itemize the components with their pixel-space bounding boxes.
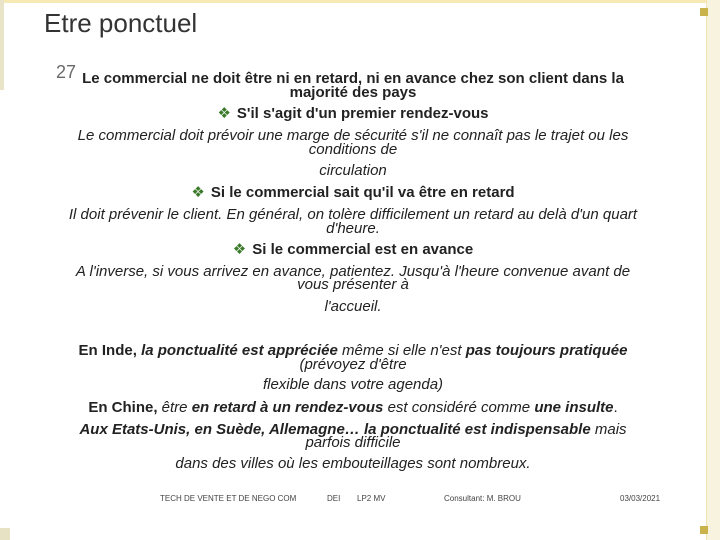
india-line-3: flexible dans votre agenda) (262, 376, 444, 393)
footer-dept: DEI (327, 494, 341, 503)
footer-course: TECH DE VENTE ET DE NEGO COM (160, 494, 297, 503)
usa-line-2: parfois difficile (305, 434, 401, 451)
india-line: En Inde, la ponctualité est appréciée même si elle n'est pas toujours pratiquée (78, 342, 628, 359)
footer-consultant: Consultant: M. BROU (444, 494, 521, 503)
corner-decoration-bottom (700, 526, 708, 534)
top-border (0, 0, 720, 3)
text-line-10: l'accueil. (324, 298, 382, 315)
china-line: En Chine, être en retard à un rendez-vous est considéré comme une insulte. (88, 399, 618, 416)
bullet-text-2: Si le commercial sait qu'il va être en retard (210, 184, 515, 201)
diamond-bullet-icon: ❖ (217, 105, 231, 122)
bullet-line-2 (0, 183, 706, 201)
footer-level: LP2 MV (357, 494, 386, 503)
diamond-bullet-icon: ❖ (191, 184, 205, 201)
text-line-5: circulation (319, 162, 387, 179)
bullet-line-3 (0, 240, 706, 258)
text-line-9: vous présenter à (297, 276, 409, 293)
text-line-7: d'heure. (326, 220, 380, 237)
diamond-bullet-icon: ❖ (232, 241, 247, 258)
text-line-4: conditions de (308, 141, 398, 158)
india-line-2: (prévoyez d'être (299, 356, 407, 373)
corner-decoration-bottom-left (0, 528, 10, 540)
text-line-6: Il doit prévenir le client. En général, on tolère difficilement un retard au delà d'un quart (68, 206, 638, 223)
slide-title: Etre ponctuel (44, 8, 198, 38)
corner-decoration (700, 8, 708, 16)
footer-date: 03/03/2021 (620, 494, 661, 503)
usa-line: Aux Etats-Unis, en Suède, Allemagne… la ponctualité est indispensable mais (79, 421, 627, 438)
usa-line-3: dans des villes où les embouteillages sont nombreux. (175, 455, 531, 472)
right-border (706, 0, 720, 540)
slide-number: 27 (56, 62, 77, 82)
text-line-3: Le commercial doit prévoir une marge de sécurité s'il ne connaît pas le trajet ou les (77, 127, 629, 144)
text-line-8: A l'inverse, si vous arrivez en avance, patientez. Jusqu'à l'heure convenue avant de (75, 263, 631, 280)
text-line-1: Le commercial ne doit être ni en retard, ni en avance chez son client dans la (82, 70, 624, 87)
bullet-line-1 (0, 104, 706, 122)
text-line-2: majorité des pays (289, 84, 417, 101)
bullet-text-1: S'il s'agit d'un premier rendez-vous (236, 105, 489, 122)
bullet-text-3: Si le commercial est en avance (252, 241, 474, 258)
